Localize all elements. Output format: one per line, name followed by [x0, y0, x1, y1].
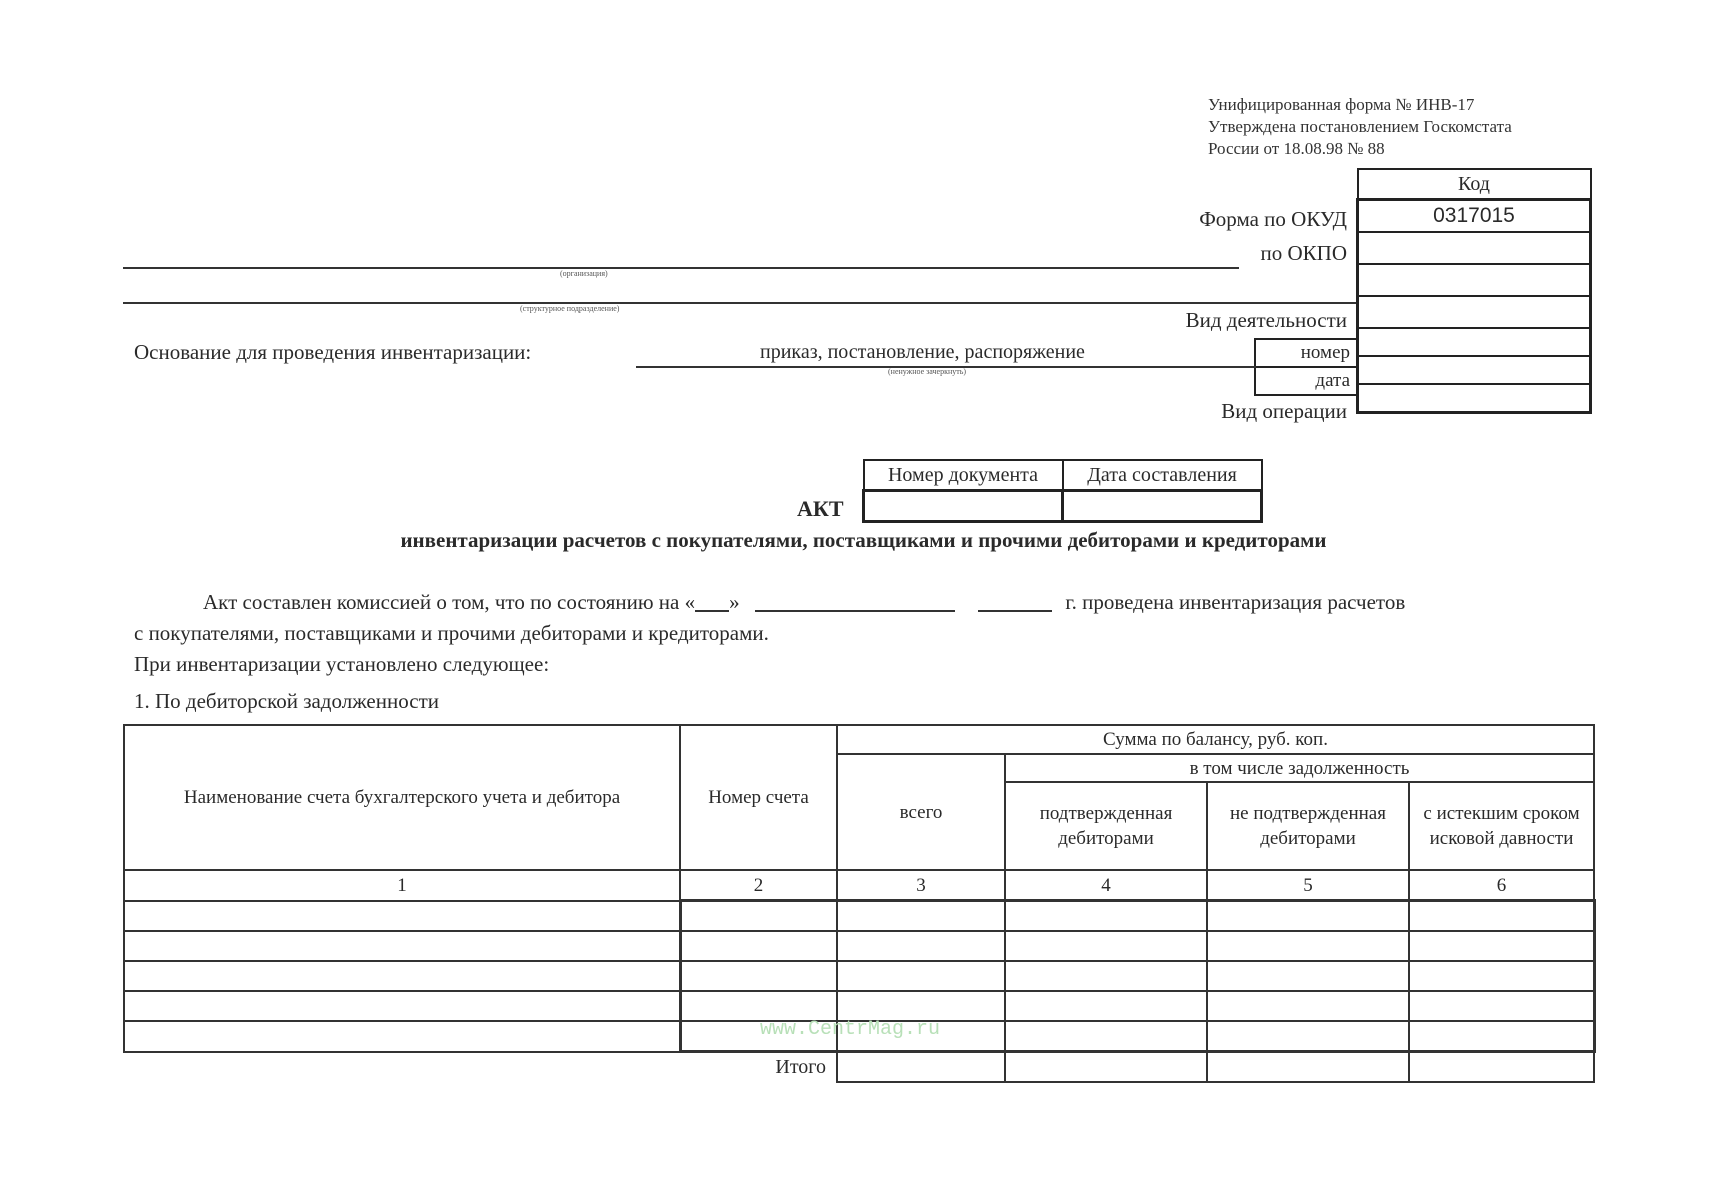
organization-caption: (организация) [560, 269, 608, 278]
account-debtor-header: Наименование счета бухгалтерского учета и дебитора [124, 725, 680, 870]
basis-number-cell[interactable] [1358, 328, 1591, 356]
okud-label: Форма по ОКУД [1199, 207, 1347, 231]
structural-unit-line[interactable] [123, 302, 1356, 304]
table-cell[interactable] [680, 991, 837, 1021]
table-cell[interactable] [1005, 901, 1207, 932]
table-cell[interactable] [124, 901, 680, 932]
table-cell[interactable] [680, 901, 837, 932]
basis-label: Основание для проведения инвентаризации: [134, 340, 532, 364]
date-label: дата [1255, 367, 1357, 395]
total-cell[interactable] [837, 1052, 1005, 1083]
table-cell[interactable] [124, 991, 680, 1021]
structural-unit-caption: (структурное подразделение) [520, 304, 620, 313]
total-label: Итого [775, 1056, 826, 1078]
column-number: 6 [1409, 870, 1594, 901]
findings-intro: При инвентаризации установлено следующее: [134, 652, 550, 676]
table-cell[interactable] [837, 931, 1005, 961]
table-cell[interactable] [837, 901, 1005, 932]
table-cell[interactable] [680, 931, 837, 961]
table-row [124, 901, 1594, 932]
document-date-cell[interactable] [1063, 491, 1262, 522]
basis-caption: (ненужное зачеркнуть) [888, 367, 967, 376]
act-statement-line [203, 587, 1663, 617]
okpo-code-cell[interactable] [1358, 232, 1591, 264]
account-number-header: Номер счета [680, 725, 837, 870]
basis-value: приказ, постановление, распоряжение [760, 341, 1085, 363]
document-number-cell[interactable] [864, 491, 1063, 522]
table-cell[interactable] [124, 1021, 680, 1052]
approval-text: Утверждена постановлением Госкомстата [1208, 117, 1512, 136]
table-row [124, 991, 1594, 1021]
form-header-note [1208, 94, 1512, 160]
document-number-date-table [862, 459, 1263, 523]
column-number: 5 [1207, 870, 1409, 901]
basis-date-cell[interactable] [1358, 356, 1591, 384]
table-cell[interactable] [1005, 991, 1207, 1021]
act-statement-end: г. проведена инвентаризация расчетов [1065, 590, 1406, 614]
confirmed-header: подтвержденная дебиторами [1005, 782, 1207, 870]
table-cell[interactable] [837, 991, 1005, 1021]
total-cell[interactable] [1409, 1052, 1594, 1083]
table-cell[interactable] [1409, 1021, 1594, 1052]
basis-number-date-labels [1254, 338, 1358, 396]
expired-header: с истекшим сроком исковой давности [1409, 782, 1594, 870]
operation-code-cell[interactable] [1358, 384, 1591, 413]
table-cell[interactable] [1207, 901, 1409, 932]
okpo-label: по ОКПО [1260, 241, 1347, 265]
act-title: АКТ [797, 496, 844, 521]
kod-header: Код [1358, 169, 1591, 200]
table-cell[interactable] [1409, 961, 1594, 991]
column-number: 2 [680, 870, 837, 901]
activity-code-cell[interactable] [1358, 296, 1591, 328]
table-cell[interactable] [1409, 901, 1594, 932]
quote-close: » [729, 590, 740, 614]
debt-breakdown-header: в том числе задолженность [1005, 754, 1594, 782]
table-cell[interactable] [1005, 961, 1207, 991]
table-cell[interactable] [1005, 931, 1207, 961]
form-number-text: Унифицированная форма № ИНВ-17 [1208, 95, 1475, 114]
document-number-header: Номер документа [864, 460, 1063, 491]
act-subtitle: инвентаризации расчетов с покупателями, поставщиками и прочими дебиторами и кредиторами [400, 528, 1327, 552]
year-field[interactable] [978, 590, 1052, 612]
watermark-text: www.CentrMag.ru [760, 1018, 941, 1041]
column-number: 4 [1005, 870, 1207, 901]
number-label: номер [1255, 339, 1357, 367]
section-receivables-title: 1. По дебиторской задолженности [134, 689, 439, 713]
column-number: 1 [124, 870, 680, 901]
balance-sum-header: Сумма по балансу, руб. коп. [837, 725, 1594, 754]
organization-line[interactable] [123, 267, 1239, 269]
approval-date-text: России от 18.08.98 № 88 [1208, 139, 1385, 158]
activity-label: Вид деятельности [1185, 308, 1347, 332]
day-field[interactable] [695, 590, 729, 612]
table-cell[interactable] [1005, 1021, 1207, 1052]
act-statement-continuation: с покупателями, поставщиками и прочими дебиторами и кредиторами. [134, 621, 769, 645]
unconfirmed-header: не подтвержденная дебиторами [1207, 782, 1409, 870]
column-number: 3 [837, 870, 1005, 901]
document-date-header: Дата составления [1063, 460, 1262, 491]
table-cell[interactable] [837, 961, 1005, 991]
table-row [124, 931, 1594, 961]
table-cell[interactable] [1409, 931, 1594, 961]
table-cell[interactable] [1409, 991, 1594, 1021]
total-cell[interactable] [1207, 1052, 1409, 1083]
table-cell[interactable] [1207, 931, 1409, 961]
total-sum-header: всего [837, 754, 1005, 870]
table-row [124, 961, 1594, 991]
table-cell[interactable] [680, 961, 837, 991]
okud-code-cell[interactable]: 0317015 [1358, 200, 1591, 233]
table-cell[interactable] [1207, 961, 1409, 991]
month-field[interactable] [755, 590, 955, 612]
table-cell[interactable] [1207, 991, 1409, 1021]
okpo-extra-cell[interactable] [1358, 264, 1591, 296]
total-cell[interactable] [1005, 1052, 1207, 1083]
operation-label: Вид операции [1221, 399, 1347, 423]
table-cell[interactable] [1207, 1021, 1409, 1052]
table-cell[interactable] [124, 931, 680, 961]
act-statement-start: Акт составлен комиссией о том, что по состоянию на « [203, 590, 696, 614]
codes-table [1356, 168, 1592, 414]
total-row [124, 1052, 1594, 1083]
table-cell[interactable] [124, 961, 680, 991]
